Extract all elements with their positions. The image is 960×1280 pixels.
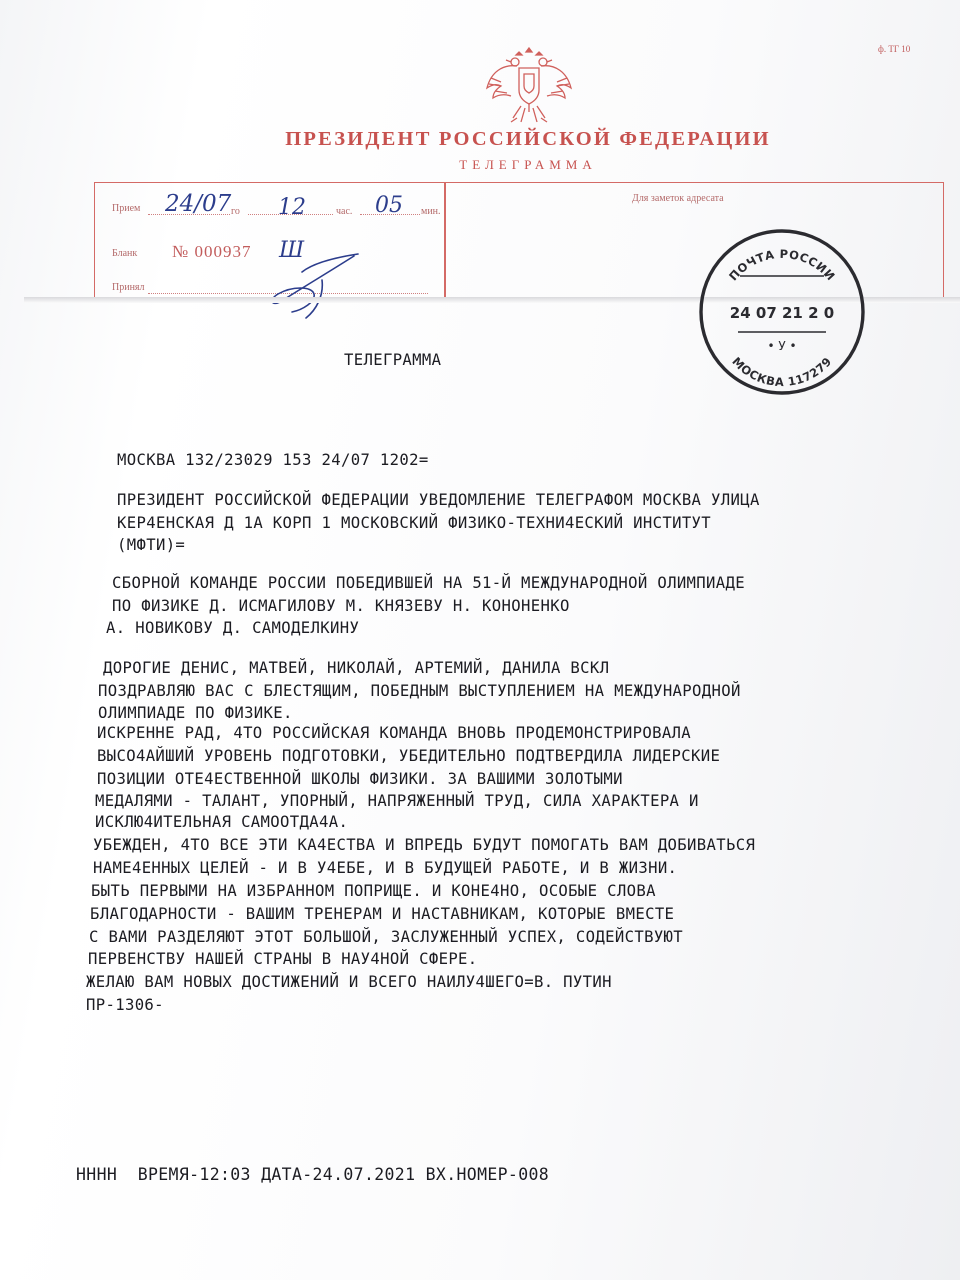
body-line-11: БЫТЬ ПЕРВЫМИ НА ИЗБРАННОМ ПОПРИЩЕ. И КОНЕ4НО, ОСОБЫЕ СЛОВА [91, 882, 656, 900]
body-line-14: ПЕРВЕНСТВУ НАШЕЙ СТРАНЫ В НАУ4НОЙ СФЕРЕ. [88, 950, 478, 968]
blank-label: Бланк [112, 248, 138, 259]
stamp-bottom-text: МОСКВА 117279 [729, 354, 835, 390]
recipient-line-2: ПО ФИЗИКЕ Д. ИСМАГИЛОВУ М. КНЯЗЕВУ Н. КОНОНЕНКО [112, 597, 570, 615]
body-line-6: ПОЗИЦИИ ОТЕ4ЕСТВЕННОЙ ШКОЛЫ ФИЗИКИ. ЗА ВАШИМИ ЗОЛОТЫМИ [97, 770, 623, 788]
received-min-handwritten: 05 [375, 193, 403, 218]
coat-of-arms-emblem [483, 44, 575, 126]
body-line-13: С ВАМИ РАЗДЕЛЯЮТ ЭТОТ БОЛЬШОЙ, ЗАСЛУЖЕННЫЙ УСПЕХ, СОДЕЙСТВУЮТ [89, 928, 684, 946]
body-line-2: ПОЗДРАВЛЯЮ ВАС С БЛЕСТЯЩИМ, ПОБЕДНЫМ ВЫСТУПЛЕНИЕМ НА МЕЖДУНАРОДНОЙ [98, 682, 741, 700]
address-line-2: КЕР4ЕНСКАЯ Д 1А КОРП 1 МОСКОВСКИЙ ФИЗИКО-ТЕХНИ4ЕСКИЙ ИНСТИТУТ [117, 514, 712, 532]
received-label: Прием [112, 203, 141, 214]
notes-label: Для заметок адресата [632, 193, 724, 204]
form-divider [444, 182, 446, 300]
received-date-handwritten: 24/07 [165, 191, 232, 217]
accepted-label: Принял [112, 282, 145, 293]
body-line-1: ДОРОГИЕ ДЕНИС, МАТВЕЙ, НИКОЛАЙ, АРТЕМИЙ, ДАНИЛА ВСКЛ [103, 659, 610, 677]
body-line-12: БЛАГОДАРНОСТИ - ВАШИМ ТРЕНЕРАМ И НАСТАВНИКАМ, КОТОРЫЕ ВМЕСТЕ [90, 905, 675, 923]
body-line-5: ВЫСО4АЙШИЙ УРОВЕНЬ ПОДГОТОВКИ, УБЕДИТЕЛЬНО ПОДТВЕРДИЛА ЛИДЕРСКИЕ [97, 747, 721, 765]
min-label: мин. [421, 206, 441, 217]
stamp-mark: • У • [767, 339, 797, 353]
postal-stamp [692, 226, 870, 396]
footer-line: НННН ВРЕМЯ-12:03 ДАТА-24.07.2021 ВХ.НОМЕР-008 [76, 1165, 550, 1184]
recipient-line-1: СБОРНОЙ КОМАНДЕ РОССИИ ПОБЕДИВШЕЙ НА 51-Й МЕЖДУНАРОДНОЙ ОЛИМПИАДЕ [112, 574, 745, 592]
address-line-3: (МФТИ)= [117, 536, 186, 554]
body-line-9: УБЕЖДЕН, 4ТО ВСЕ ЭТИ КА4ЕСТВА И ВПРЕДЬ БУДУТ ПОМОГАТЬ ВАМ ДОБИВАТЬСЯ [93, 836, 756, 854]
blank-suffix-handwritten: Ш [279, 238, 305, 263]
hour-label: час. [336, 206, 353, 217]
address-line-1: ПРЕЗИДЕНТ РОССИЙСКОЙ ФЕДЕРАЦИИ УВЕДОМЛЕНИЕ ТЕЛЕГРАФОМ МОСКВА УЛИЦА [117, 491, 760, 509]
stamp-top-text: ПОЧТА РОССИИ [726, 246, 838, 284]
body-line-8: ИСКЛЮ4ИТЕЛЬНАЯ САМООТДА4А. [95, 813, 349, 831]
stamp-date: 24 07 21 2 0 [729, 304, 835, 322]
blank-number: № 000937 [172, 242, 252, 261]
recipient-line-3: А. НОВИКОВУ Д. САМОДЕЛКИНУ [106, 619, 360, 637]
president-title: ПРЕЗИДЕНТ РОССИЙСКОЙ ФЕДЕРАЦИИ [285, 128, 771, 150]
year-suffix-label: го [231, 206, 240, 217]
form-code: ф. ТГ 10 [878, 44, 911, 54]
reference-line: ПР-1306- [86, 996, 164, 1014]
telegram-subtitle: ТЕЛЕГРАММА [459, 157, 597, 172]
telegram-heading: ТЕЛЕГРАММА [344, 351, 442, 369]
body-line-7: МЕДАЛЯМИ - ТАЛАНТ, УПОРНЫЙ, НАПРЯЖЕННЫЙ ТРУД, СИЛА ХАРАКТЕРА И [95, 792, 699, 810]
body-line-4: ИСКРЕННЕ РАД, 4ТО РОССИЙСКАЯ КОМАНДА ВНОВЬ ПРОДЕМОНСТРИРОВАЛА [97, 724, 692, 742]
received-hour-handwritten: 12 [278, 195, 306, 220]
body-line-10: НАМЕ4ЕННЫХ ЦЕЛЕЙ - И В У4ЕБЕ, И В БУДУЩЕЙ РАБОТЕ, И В ЖИЗНИ. [93, 859, 678, 877]
signature-line: ЖЕЛАЮ ВАМ НОВЫХ ДОСТИЖЕНИЙ И ВСЕГО НАИЛУ4ШЕГО=В. ПУТИН [86, 973, 612, 991]
routing-line: МОСКВА 132/23029 153 24/07 1202= [117, 451, 429, 469]
body-line-3: ОЛИМПИАДЕ ПО ФИЗИКЕ. [98, 704, 293, 722]
signature-scribble [262, 250, 372, 322]
